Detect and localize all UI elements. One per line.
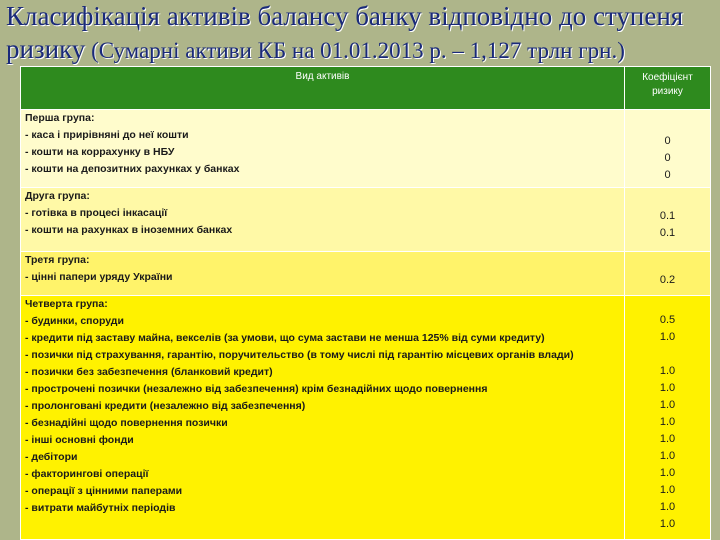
group-2-line: - кошти на рахунках в іноземних банках [25, 224, 233, 236]
title-line2-sub: (Сумарні активи КБ на 01.01.2013 р. – 1,127 трлн грн.) [85, 38, 625, 63]
coef-value: 0.5 [659, 314, 676, 326]
group-2-assets [21, 188, 625, 252]
group-2-line: Друга група: [25, 190, 90, 202]
coef-value: 0.2 [659, 274, 676, 286]
spacer [629, 346, 706, 363]
coef-value: 1.0 [659, 501, 676, 513]
risk-classification-table [20, 66, 711, 540]
group-1-line: - кошти на коррахунку в НБУ [25, 146, 175, 158]
group-1-line: - каса і прирівняні до неї кошти [25, 129, 189, 141]
group-4-line: - інші основні фонди [25, 434, 134, 446]
coef-value: 1.0 [659, 365, 676, 377]
coef-value: 0.1 [659, 227, 676, 239]
slide-title [6, 0, 718, 67]
group-4-assets [21, 296, 625, 540]
group-2-line: - готівка в процесі інкасації [25, 207, 168, 219]
header-coef: Коефіцієнт ризику [625, 67, 711, 110]
group-4-line: - дебітори [25, 451, 78, 463]
title-line1: Класифікація активів балансу банку відповідно до ступеня [6, 1, 684, 31]
group-1-line: - кошти на депозитних рахунках у банках [25, 163, 240, 175]
group-4-line: - будинки, споруди [25, 315, 124, 327]
table-row-group-3 [21, 252, 711, 296]
table-row-group-4 [21, 296, 711, 540]
coef-value: 1.0 [659, 416, 676, 428]
group-4-line: - факторингові операції [25, 468, 149, 480]
group-3-line: Третя група: [25, 254, 90, 266]
coef-value: 1.0 [659, 467, 676, 479]
coef-value: 0.1 [659, 210, 676, 222]
group-1-line: Перша група: [25, 112, 95, 124]
group-3-line: - цінні папери уряду України [25, 271, 173, 283]
table-header-row [21, 67, 711, 110]
coef-value: 1.0 [659, 450, 676, 462]
coef-value: 1.0 [659, 518, 676, 530]
coef-value: 1.0 [659, 484, 676, 496]
group-4-coefs [625, 296, 711, 540]
header-assets: Вид активів [21, 67, 625, 110]
group-4-line: - позички без забезпечення (бланковий кредит) [25, 366, 273, 378]
coef-value: 0 [664, 135, 671, 147]
group-1-coefs [625, 110, 711, 188]
table-row-group-2 [21, 188, 711, 252]
coef-value: 0 [664, 169, 671, 181]
group-4-line: - безнадійні щодо повернення позички [25, 417, 228, 429]
coef-value: 1.0 [659, 331, 676, 343]
group-4-line: - пролонговані кредити (незалежно від забезпечення) [25, 400, 306, 412]
group-2-coefs [625, 188, 711, 252]
table-row-group-1 [21, 110, 711, 188]
group-4-line: - витрати майбутніх періодів [25, 502, 176, 514]
coef-value: 0 [664, 152, 671, 164]
group-4-line: - операції з цінними паперами [25, 485, 183, 497]
group-4-line: - прострочені позички (незалежно від забезпечення) крім безнадійних щодо повернення [25, 383, 488, 395]
group-3-coefs [625, 252, 711, 296]
group-3-assets [21, 252, 625, 296]
group-4-line: Четверта група: [25, 298, 108, 310]
title-line2-main: ризику [6, 34, 86, 64]
group-4-line: - позички під страхування, гарантію, поручительство (в тому числі під гарантію місцевих органів влади) [25, 349, 574, 361]
group-4-line: - кредити під заставу майна, векселів (за умови, що сума застави не менша 125% від суми кредиту) [25, 332, 545, 344]
coef-value: 1.0 [659, 382, 676, 394]
group-1-assets [21, 110, 625, 188]
coef-value: 1.0 [659, 433, 676, 445]
coef-value: 1.0 [659, 399, 676, 411]
